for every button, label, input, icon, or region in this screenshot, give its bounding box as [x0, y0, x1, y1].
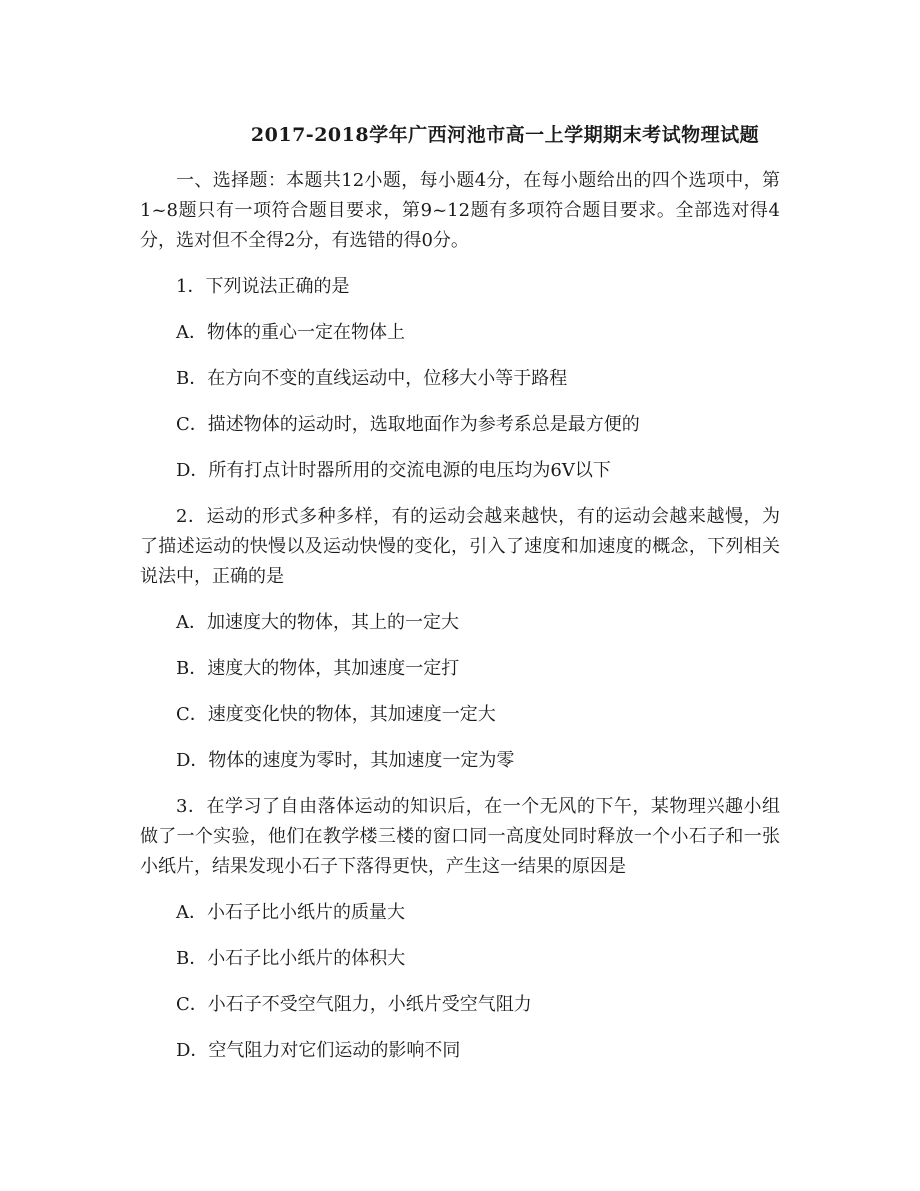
- question-3-stem: 3．在学习了自由落体运动的知识后，在一个无风的下午，某物理兴趣小组做了一个实验，他们在教学楼三楼的窗口同一高度处同时释放一个小石子和一张小纸片，结果发现小石子下落得更快，产生这一结果的原因是: [140, 796, 780, 877]
- question-2-option-d: D．物体的速度为零时，其加速度一定为零: [176, 750, 515, 771]
- question-3-option-a: A．小石子比小纸片的质量大: [176, 902, 405, 923]
- question-2-stem: 2．运动的形式多种多样，有的运动会越来越快，有的运动会越来越慢，为了描述运动的快慢以及运动快慢的变化，引入了速度和加速度的概念，下列相关说法中，正确的是: [140, 506, 780, 587]
- question-2-option-b: B．速度大的物体，其加速度一定打: [176, 658, 460, 679]
- question-1-option-b: B．在方向不变的直线运动中，位移大小等于路程: [176, 368, 568, 389]
- question-1-option-c: C．描述物体的运动时，选取地面作为参考系总是最方便的: [176, 414, 640, 435]
- question-1-option-d: D．所有打点计时器所用的交流电源的电压均为6V以下: [176, 460, 611, 481]
- question-2-option-a: A．加速度大的物体，其上的一定大: [176, 612, 459, 633]
- question-3-option-d: D．空气阻力对它们运动的影响不同: [176, 1040, 461, 1061]
- page-title: 2017-2018学年广西河池市高一上学期期末考试物理试题: [250, 124, 760, 146]
- question-2-option-c: C．速度变化快的物体，其加速度一定大: [176, 704, 496, 725]
- question-1-stem: 1．下列说法正确的是: [176, 276, 350, 297]
- document-body: [140, 166, 780, 1066]
- question-3-option-c: C．小石子不受空气阻力，小纸片受空气阻力: [176, 994, 532, 1015]
- question-3-option-b: B．小石子比小纸片的体积大: [176, 948, 406, 969]
- question-1-option-a: A．物体的重心一定在物体上: [176, 322, 405, 343]
- section-intro: 一、选择题：本题共12小题，每小题4分，在每小题给出的四个选项中，第1~8题只有一项符合题目要求，第9~12题有多项符合题目要求。全部选对得4分，选对但不全得2分，有选错的得0分。: [140, 170, 780, 251]
